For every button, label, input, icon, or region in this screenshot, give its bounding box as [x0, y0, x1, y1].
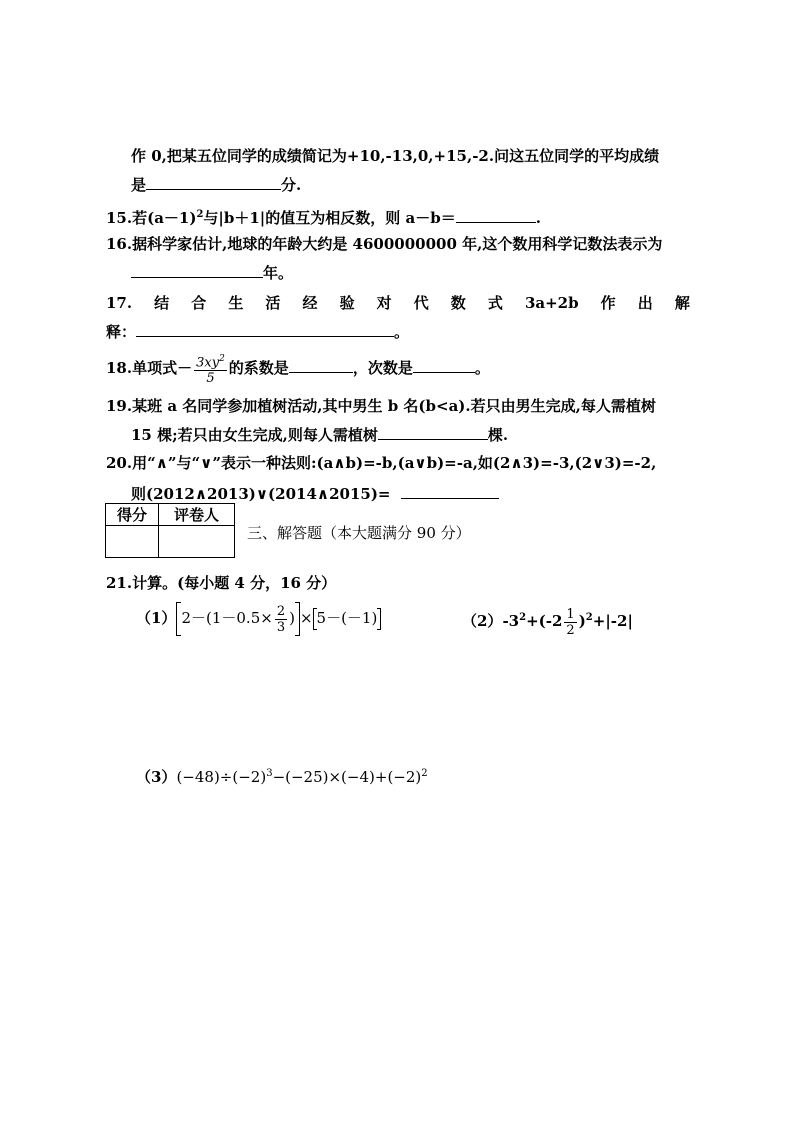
q21-part1-left: 2－(1－0.5×	[181, 609, 273, 627]
q14-prefix: 是	[131, 176, 147, 194]
q18-frac-num-text: 3xy	[196, 355, 220, 371]
q21-part2-b: +(-2	[526, 612, 563, 630]
q17-line1	[106, 293, 690, 313]
q15-prefix: 15.若(a－1)	[106, 209, 197, 227]
q20-line2	[131, 483, 499, 504]
q17-char: 合	[191, 294, 207, 312]
q19-suffix: 棵.	[487, 426, 509, 444]
q17-char: 经	[302, 294, 318, 312]
q21-part3-b: −(−25)×(−4)+(−2)	[272, 768, 422, 786]
q21-part2-a: -3	[502, 612, 520, 630]
q15-exp: 2	[196, 209, 204, 220]
q17-suffix: 。	[394, 323, 410, 341]
q15-suffix: .	[535, 209, 541, 227]
q15-mid: 与|b＋1|的值互为相反数，则 a－b＝	[203, 209, 456, 227]
q17-char: 数	[450, 294, 466, 312]
q18-suffix: 。	[474, 359, 490, 378]
q21-part3-a-exp: 3	[266, 768, 273, 779]
q21-title: 21.计算。(每小题 4 分，16 分）	[106, 574, 337, 592]
grader-header: 评卷人	[159, 504, 235, 526]
q18-frac-den: 5	[206, 371, 215, 387]
q16-line2	[131, 262, 293, 283]
q14-answer-blank[interactable]	[146, 174, 281, 190]
q19-prefix: 15 棵;若只由女生完成,则每人需植树	[131, 426, 378, 444]
q17-char: 式	[487, 294, 503, 312]
q19-line1: 19.某班 a 名同学参加植树活动,其中男生 b 名(b<a).若只由男生完成,每人需植树	[106, 397, 656, 415]
q16-line1: 16.据科学家估计,地球的年龄大约是 4600000000 年,这个数用科学记数法表示为	[106, 235, 663, 253]
q20-answer-blank[interactable]	[401, 483, 499, 499]
q21-part2-label: （2）	[462, 612, 503, 630]
q21-part2-fraction	[564, 607, 576, 638]
q21-part1-times: ×	[299, 609, 313, 627]
q15	[106, 205, 541, 228]
q17-line2	[106, 321, 409, 342]
q17-char: 作	[600, 294, 616, 312]
q21-part3	[136, 764, 428, 787]
q18-fraction	[194, 352, 227, 386]
q16-suffix: 年。	[263, 264, 294, 282]
q17-char: 代	[413, 294, 429, 312]
q17-char: 3a+2b	[524, 294, 579, 312]
q17-char: 验	[339, 294, 355, 312]
q17-char: 解	[674, 294, 690, 312]
q21-part2-c: )	[578, 612, 586, 630]
q21-part3-b-exp: 2	[421, 768, 428, 779]
score-header: 得分	[106, 504, 159, 526]
q21-part2	[462, 600, 633, 639]
q14-suffix: 分.	[281, 176, 302, 194]
q18-frac-num-exp: 2	[219, 354, 225, 364]
q17-char: 活	[265, 294, 281, 312]
q21-part2-frac-num: 1	[566, 606, 575, 622]
q17-char: 对	[376, 294, 392, 312]
q18	[106, 352, 490, 386]
q17-prefix: 释：	[106, 323, 137, 341]
q21-part1-right: )	[289, 609, 295, 627]
q18-coefficient-blank[interactable]	[289, 357, 353, 373]
q21-part1-bracket2: 5－(－1)	[316, 609, 378, 627]
q16-answer-blank[interactable]	[131, 262, 263, 278]
q19-answer-blank[interactable]	[378, 424, 488, 440]
q21-part1-label: （1）	[136, 609, 177, 627]
q17-char: 17.	[106, 294, 133, 312]
q21-part3-label: （3）	[136, 768, 177, 786]
q21-part2-d: +|-2|	[592, 612, 633, 630]
right-square-bracket	[377, 608, 381, 630]
q21-part1-fraction	[275, 604, 287, 635]
q21-part3-a: (−48)÷(−2)	[176, 768, 267, 786]
q21-part2-frac-den: 2	[566, 622, 575, 638]
q14-line1: 作 0,把某五位同学的成绩简记为+10,-13,0,+15,-2.问这五位同学的平均成绩	[131, 147, 660, 165]
q21-part1-frac-num: 2	[276, 603, 286, 619]
q21-part2-c-exp: 2	[585, 612, 593, 623]
q21-part1-expression	[176, 603, 381, 635]
q18-mid2: ，次数是	[352, 359, 413, 378]
q17-char: 结	[154, 294, 170, 312]
q18-degree-blank[interactable]	[413, 357, 475, 373]
q15-answer-blank[interactable]	[456, 207, 536, 223]
q19-line2	[131, 424, 508, 445]
q20-expression: 则(2012∧2013)∨(2014∧2015)=	[131, 485, 391, 503]
q21-part2-a-exp: 2	[519, 612, 527, 623]
grader-cell[interactable]	[159, 526, 235, 558]
q18-frac-num	[194, 352, 227, 371]
q20-line1: 20.用“∧”与“∨”表示一种法则:(a∧b)=-b,(a∨b)=-a,如(2∧3)=-3,(2∨3)=-2,	[106, 454, 657, 472]
q14-line2	[131, 174, 301, 195]
q18-prefix: 18.单项式－	[106, 359, 193, 378]
q17-answer-blank[interactable]	[136, 321, 394, 337]
q17-char: 生	[228, 294, 244, 312]
score-cell[interactable]	[106, 526, 159, 558]
score-table	[105, 503, 235, 558]
q17-char: 出	[637, 294, 653, 312]
q21-part1	[136, 600, 381, 636]
q18-mid: 的系数是	[228, 359, 289, 378]
section-title: 三、解答题（本大题满分 90 分）	[247, 524, 471, 542]
q21-part1-frac-den: 3	[276, 619, 286, 635]
